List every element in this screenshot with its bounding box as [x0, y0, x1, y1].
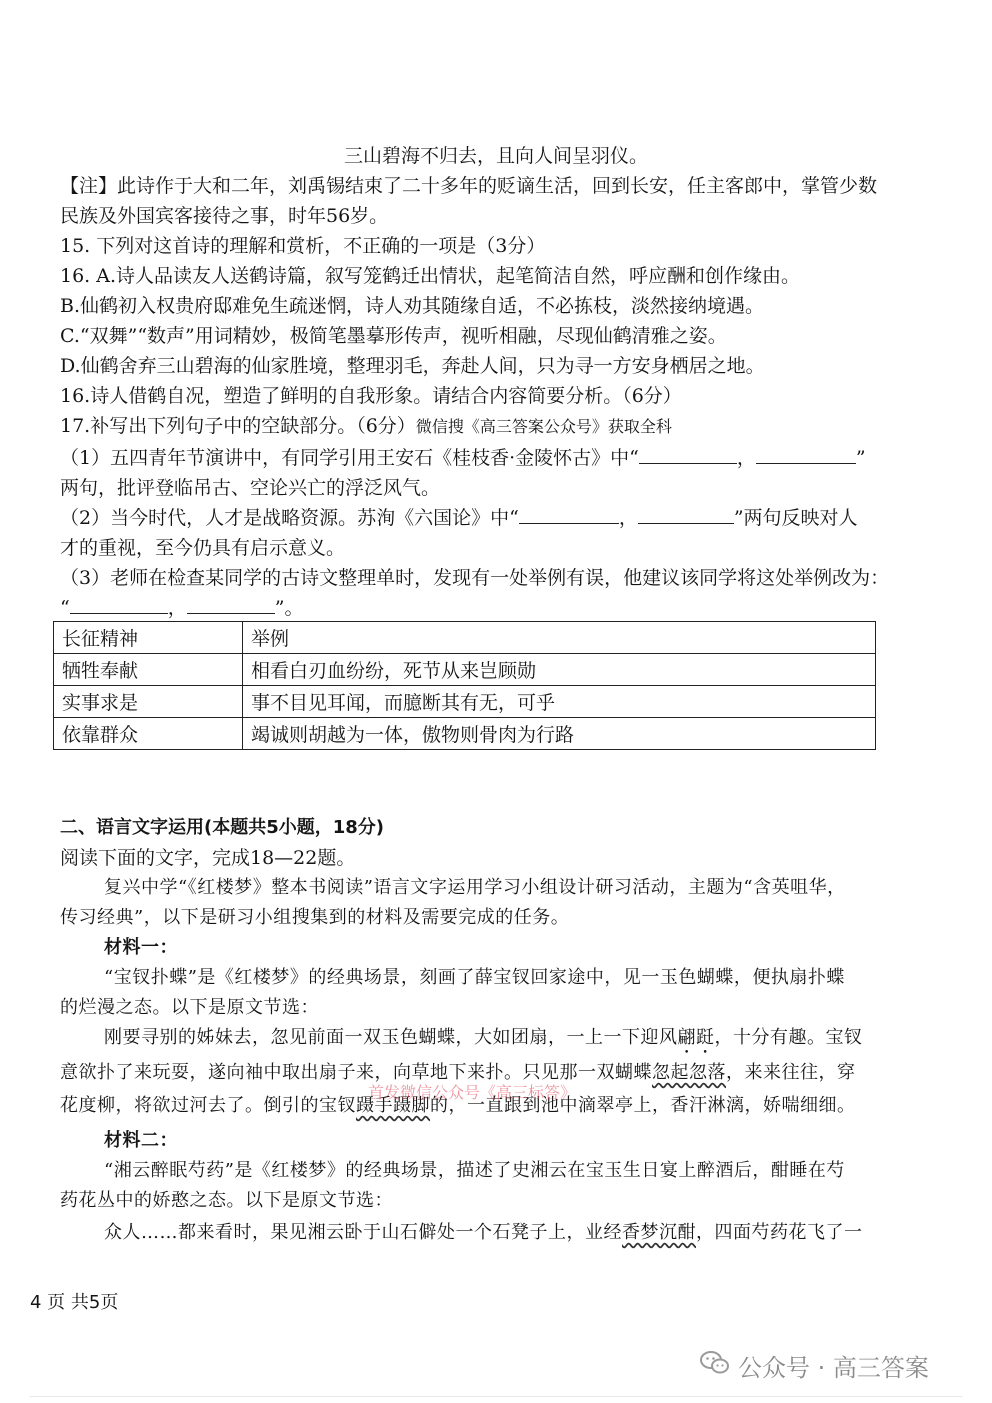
material-2-title: 材料二： — [104, 1130, 178, 1151]
q17-part3-end: ”。 — [274, 597, 304, 619]
q17-part3-open: “ — [60, 597, 70, 619]
q15-option-b: B.仙鹤初入权贵府邸难免生疏迷惘，诗人劝其随缘自适，不必拣枝，淡然接纳境遇。 — [60, 295, 765, 317]
material-1-emphasis-2: 忽起忽落 — [652, 1062, 726, 1083]
table-cell: 实事求是 — [54, 686, 243, 718]
example-table — [53, 621, 876, 750]
material-2-line-1: “湘云醉眠芍药”是《红楼梦》的经典场景，描述了史湘云在宝玉生日宴上醉酒后，酣睡在芍 — [104, 1160, 845, 1181]
table-cell: 依靠群众 — [54, 718, 243, 750]
material-2-line-3 — [104, 1220, 863, 1246]
q17-part2-sep: ， — [618, 507, 638, 529]
section2-heading: 二、语言文字运用(本题共5小题，18分) — [60, 817, 385, 838]
material-1-line-5-b: 的，一直跟到池中滴翠亭上，香汗淋漓，娇喘细细。 — [430, 1095, 856, 1116]
table-header-cell: 长征精神 — [54, 622, 243, 654]
table-header-row — [54, 622, 876, 654]
q17-blank-4[interactable] — [638, 505, 734, 524]
q17-part1-end: ” — [855, 447, 866, 469]
watermark-text: 首发微信公众号《高三标答》 — [368, 1083, 577, 1102]
q17-part3-sep: ， — [167, 597, 187, 619]
q15-stem: 15. 下列对这首诗的理解和赏析，不正确的一项是（3分） — [60, 235, 546, 257]
note-line-2: 民族及外国宾客接待之事，时年56岁。 — [60, 205, 389, 227]
q17-part1-cont: 两句，批评登临吊古、空论兴亡的浮泛风气。 — [60, 477, 441, 499]
account-name: 公众号 · 高三答案 — [738, 1354, 929, 1382]
q17-stem: 17.补写出下列句子中的空缺部分。（6分） — [60, 415, 416, 437]
q17-stem-row — [60, 413, 672, 440]
q17-blank-5[interactable] — [70, 595, 168, 614]
table-row — [54, 686, 876, 718]
q17-part1-sep: ， — [736, 447, 756, 469]
section2-intro-1: 复兴中学“《红楼梦》整本书阅读”语言文字运用学习小组设计研习活动，主题为“含英咀华， — [104, 877, 846, 898]
material-1-line-3-a: 刚要寻别的姊妹去，忽见前面一双玉色蝴蝶，大如团扇，一上一下迎风 — [104, 1027, 678, 1048]
table-row — [54, 718, 876, 750]
poem-line: 三山碧海不归去，且向人间呈羽仪。 — [343, 145, 648, 167]
q17-part3-blanks — [60, 595, 303, 621]
material-1-line-4-b: ，来来往往，穿 — [726, 1062, 856, 1083]
material-1-title: 材料一： — [104, 937, 178, 958]
section2-intro-2: 传习经典”，以下是研习小组搜集到的材料及需要完成的任务。 — [60, 907, 570, 928]
material-1-line-3-b: ，十分有趣。宝钗 — [714, 1027, 863, 1048]
q17-blank-3[interactable] — [519, 505, 619, 524]
table-header-cell: 举例 — [243, 622, 876, 654]
bottom-divider — [30, 1396, 962, 1397]
q17-stem-note: 微信搜《高三答案公众号》获取全科 — [415, 417, 672, 436]
q17-part3: （3）老师在检查某同学的古诗文整理单时，发现有一处举例有误，他建议该同学将这处举例改为： — [60, 567, 890, 589]
q15-option-c: C.“双舞”“数声”用词精妙，极简笔墨摹形传声，视听相融，尽现仙鹤清雅之姿。 — [60, 325, 727, 347]
material-1-line-2: 的烂漫之态。以下是原文节选： — [60, 997, 319, 1018]
material-1-line-4-a: 意欲扑了来玩耍，遂向袖中取出扇子来，向草地下来扑。只见那一双蝴蝶 — [60, 1062, 652, 1083]
material-1-emphasis-3: 蹑手蹑脚 — [356, 1095, 430, 1116]
q17-part2 — [60, 505, 858, 531]
table-cell: 竭诚则胡越为一体，傲物则骨肉为行路 — [243, 718, 876, 750]
q16-stem: 16.诗人借鹤自况，塑造了鲜明的自我形象。请结合内容简要分析。（6分） — [60, 385, 682, 407]
table-cell: 牺牲奉献 — [54, 654, 243, 686]
q17-blank-6[interactable] — [187, 595, 275, 614]
table-cell: 事不目见耳闻，而臆断其有无，可乎 — [243, 686, 876, 718]
material-2-line-3-a: 众人……都来看时，果见湘云卧于山石僻处一个石凳子上，业经 — [104, 1222, 622, 1243]
q17-blank-2[interactable] — [756, 445, 856, 464]
q17-part2-text: （2）当今时代，人才是战略资源。苏洵《六国论》中“ — [60, 507, 519, 529]
wechat-icon — [700, 1350, 730, 1382]
table-cell: 相看白刃血纷纷，死节从来岂顾勋 — [243, 654, 876, 686]
q15-option-d: D.仙鹤舍弃三山碧海的仙家胜境，整理羽毛，奔赴人间，只为寻一方安身栖居之地。 — [60, 355, 765, 377]
q17-part2-end: ”两句反映对人 — [733, 507, 858, 529]
page-number: 4 页 共5页 — [30, 1292, 119, 1313]
material-1-emphasis-1: 翩跹 — [677, 1027, 715, 1048]
section2-instruction: 阅读下面的文字，完成18—22题。 — [60, 847, 356, 869]
material-2-line-2: 药花丛中的娇憨之态。以下是原文节选： — [60, 1190, 393, 1211]
q17-blank-1[interactable] — [639, 445, 737, 464]
material-2-emphasis: 香梦沉酣 — [622, 1222, 696, 1243]
material-1-line-3 — [104, 1025, 863, 1058]
table-row — [54, 654, 876, 686]
note-line-1: 【注】此诗作于大和二年，刘禹锡结束了二十多年的贬谪生活，回到长安，任主客郎中，掌管少数 — [60, 175, 878, 197]
q17-part1 — [60, 445, 866, 471]
material-1-line-5-a: 花度柳，将欲过河去了。倒引的宝钗 — [60, 1095, 356, 1116]
material-2-line-3-b: ，四面芍药花飞了一 — [696, 1222, 863, 1243]
account-badge — [700, 1348, 929, 1383]
q15-option-a: 16. A.诗人品读友人送鹤诗篇，叙写笼鹤迁出情状，起笔简洁自然，呼应酬和创作缘由。 — [60, 265, 801, 287]
q17-part1-text: （1）五四青年节演讲中，有同学引用王安石《桂枝香·金陵怀古》中“ — [60, 447, 639, 469]
material-1-line-1: “宝钗扑蝶”是《红楼梦》的经典场景，刻画了薛宝钗回家途中，见一玉色蝴蝶，便执扇扑蝶 — [104, 967, 845, 988]
q17-part2-cont: 才的重视，至今仍具有启示意义。 — [60, 537, 346, 559]
